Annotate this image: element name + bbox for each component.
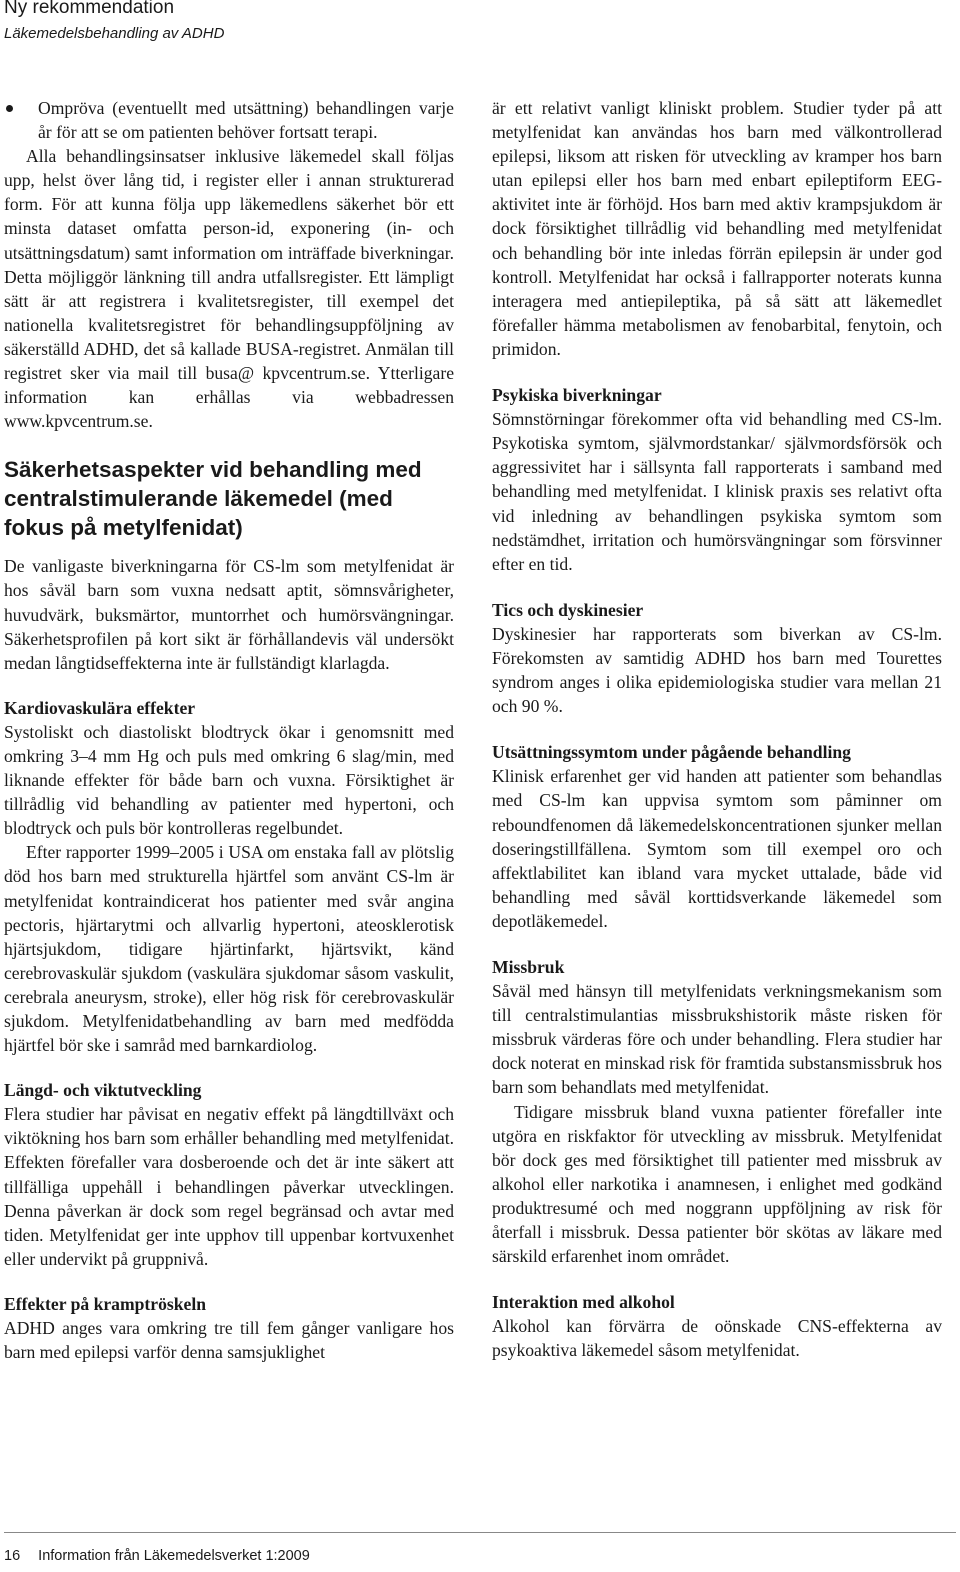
- section-heading-safety: Säkerhetsaspekter vid behandling med centralstimulerande läkemedel (med fokus på metylfenidat): [4, 457, 422, 541]
- paragraph-cardiovascular-2: Efter rapporter 1999–2005 i USA om enstaka fall av plötslig död hos barn med strukturella hjärtfel som använt CS-lm är metylfenidat kontraindicerat hos patienter med svår angina pectoris, hjärtarytmi och allvarlig hypertoni, ateosklerotisk hjärtsjukdom, tidigare hjärtinfarkt, hjärtsvikt, känd cerebrovaskulär sjukdom (vaskulära sjukdomar såsom vaskulit, cerebrala aneurysm, stroke), eller hög risk för cerebrovaskulär sjukdom. Metylfenidatbehandling av barn med medfödda hjärtfel bör ske i samråd med barnkardiolog.: [4, 842, 454, 1056]
- page-number: 16: [4, 1548, 21, 1564]
- subheading-withdrawal: Utsättningssymtom under pågående behandling: [492, 742, 851, 763]
- subheading-growth: Längd- och viktutveckling: [4, 1080, 202, 1101]
- paragraph-tics: Dyskinesier har rapporterats som biverkan av CS-lm. Förekomsten av samtidig ADHD hos barn med Tourettes syndrom anges i olika epidemiologiska studier vara mellan 21 och 90 %.: [492, 623, 942, 717]
- right-column: [492, 96, 942, 1363]
- publication-name: Information från Läkemedelsverket 1:2009: [38, 1548, 310, 1564]
- paragraph-withdrawal: Klinisk erfarenhet ger vid handen att patienter som behandlas med CS-lm kan uppvisa symtom som påminner om reboundfenomen då läkemedelskoncentrationen sjunker mellan doseringstillfällena. Symtom som till exempel oro och affektlabilitet kan ibland vara mycket uttalade, både vid behandling med såväl korttidsverkande läkemedel som depotläkemedel.: [492, 766, 942, 931]
- subheading-seizure-threshold: Effekter på kramptröskeln: [4, 1293, 206, 1314]
- subheading-abuse: Missbruk: [492, 957, 565, 977]
- paragraph-safety-intro: De vanligaste biverkningarna för CS-lm som metylfenidat är hos såväl barn som vuxna nedsatt aptit, sömnsvårigheter, huvudvärk, buksmärtor, muntorrhet och humörsvängningar. Säkerhetsprofilen på kort sikt är förhållandevis väl undersökt medan långtidseffekterna inte är fullständigt klarlagda.: [4, 556, 454, 673]
- left-column: [4, 96, 454, 1364]
- subheading-cardiovascular: Kardiovaskulära effekter: [4, 697, 196, 718]
- bullet-list-item: Ompröva (eventuellt med utsättning) behandlingen varje år för att se om patienten behöver fortsatt terapi.: [4, 96, 454, 144]
- paragraph-register: Alla behandlingsinsatser inklusive läkemedel skall följas upp, helst över lång tid, i register eller i annan strukturerad form. För att kunna följa upp läkemedlens säkerhet bör ett minsta dataset omfatta person-id, exponering (in- och utsättningsdatum) samt information om inträffade biverkningar. Detta möjliggör länkning till andra utfallsregister. Ett lämpligt sätt är att registrera i kvalitetsregister, till exempel det nationella kvalitetsregistret för behandlingsuppföljning av säkerställd ADHD, det så kallade BUSA-registret. Anmälan till registret sker via mail till busa@ kpvcentrum.se. Ytterligare information kan erhållas via webbadressen www.kpvcentrum.se.: [4, 146, 454, 432]
- subheading-alcohol: Interaktion med alkohol: [492, 1292, 675, 1313]
- paragraph-epilepsy-continued: är ett relativt vanligt kliniskt problem. Studier tyder på att metylfenidat kan användas hos barn med välkontrollerad epilepsi, liksom att risken för utveckling av kramper hos barn utan epilepsi eller hos barn med enbart epileptiform EEG-aktivitet inte är förhöjd. Hos barn med aktiv krampsjukdom är dock försiktighet tillrådlig vid behandling med metylfenidat och behandling bör inte inledas förrän epilepsin är under god kontroll. Metylfenidat har också i fallrapporter noterats kunna interagera med antiepileptika, på så sätt att läkemedlet förefaller hämma metabolismen av fenobarbital, fenytoin, och primidon.: [492, 98, 942, 359]
- page-footer: [4, 1548, 310, 1564]
- running-header-title: Ny rekommendation: [4, 0, 175, 18]
- paragraph-seizure-threshold: ADHD anges vara omkring tre till fem gånger vanligare hos barn med epilepsi varför denna samsjuklighet: [4, 1318, 454, 1363]
- paragraph-abuse-1: Såväl med hänsyn till metylfenidats verkningsmekanism som till centralstimulantias missbrukshistorik måste risken för missbruk värderas före och under behandling. Flera studier har dock noterat en minskad risk för framtida substansmissbruk hos barn som behandlats med metylfenidat.: [492, 981, 942, 1098]
- subheading-tics: Tics och dyskinesier: [492, 599, 644, 620]
- footer-divider: [4, 1532, 956, 1533]
- running-header-subtitle: Läkemedelsbehandling av ADHD: [4, 25, 225, 42]
- paragraph-growth: Flera studier har påvisat en negativ effekt på längdtillväxt och viktökning hos barn som erhåller behandling med metylfenidat. Effekten förefaller vara dosberoende och det är inte säkert att tillfälliga uppehåll i behandlingen påverkar utvecklingen. Denna påverkan är dock som regel begränsad och avtar med tiden. Metylfenidat ger inte upphov till uppenbar kortvuxenhet eller undervikt på gruppnivå.: [4, 1104, 454, 1269]
- paragraph-abuse-2: Tidigare missbruk bland vuxna patienter förefaller inte utgöra en riskfaktor för utveckling av missbruk. Metylfenidat bör dock ges med försiktighet till patienter med missbruk av alkohol eller narkotika i anamnesen, i enlighet med godkänd produktresumé och med noggrann uppföljning av risk för återfall i missbruk. Dessa patienter bör skötas av läkare med särskild erfarenhet inom området.: [492, 1101, 942, 1267]
- paragraph-alcohol: Alkohol kan förvärra de oönskade CNS-effekterna av psykoaktiva läkemedel såsom metylfenidat.: [492, 1316, 942, 1361]
- paragraph-psychiatric: Sömnstörningar förekommer ofta vid behandling med CS-lm. Psykotiska symtom, självmordstankar/ självmordsförsök och aggressivitet har i sällsynta fall rapporterats i samband med behandling med metylfenidat. I klinisk praxis ses relativt ofta vid inledning av behandlingen psykiska symtom som nedstämdhet, irritation och humörsvängningar som försvinner efter en tid.: [492, 409, 942, 574]
- subheading-psychiatric: Psykiska biverkningar: [492, 385, 662, 406]
- paragraph-cardiovascular-1: Systoliskt och diastoliskt blodtryck ökar i genomsnitt med omkring 3–4 mm Hg och puls med omkring 6 slag/min, med liknande effekter för både barn och vuxna. Försiktighet är tillrådlig vid behandling av patienter med hypertoni, och blodtryck och puls bör kontrolleras regelbundet.: [4, 721, 454, 839]
